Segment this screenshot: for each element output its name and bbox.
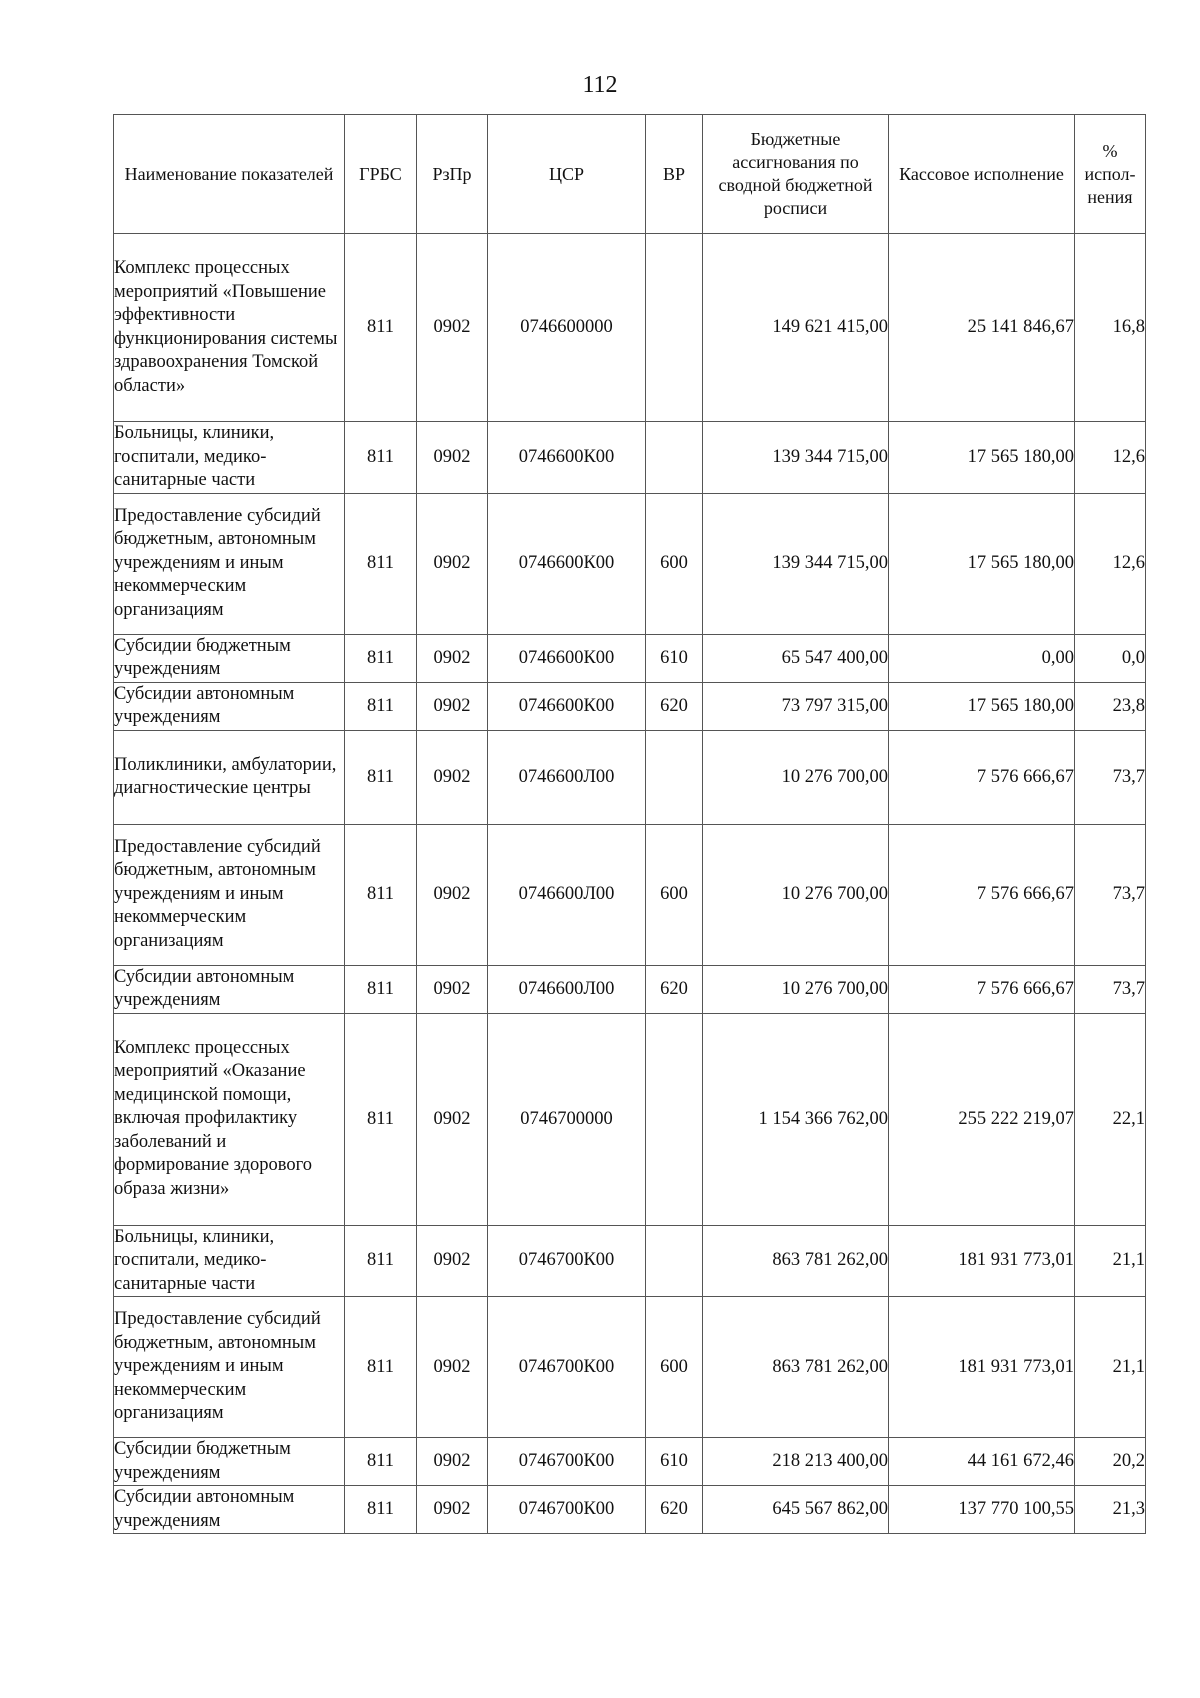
table-row <box>114 1297 1146 1438</box>
row-cash: 7 576 666,67 <box>889 824 1075 965</box>
row-csr: 0746700000 <box>488 1013 646 1225</box>
header-vr: ВР <box>646 115 703 234</box>
row-csr: 0746600К00 <box>488 422 646 494</box>
header-cash: Кассовое исполнение <box>889 115 1075 234</box>
table-row <box>114 634 1146 682</box>
row-grbs: 811 <box>345 1438 417 1486</box>
table-row <box>114 493 1146 634</box>
table-row <box>114 965 1146 1013</box>
table-row <box>114 824 1146 965</box>
row-name: Субсидии автономным учреждениям <box>114 965 345 1013</box>
row-csr: 0746600К00 <box>488 634 646 682</box>
row-budget: 139 344 715,00 <box>703 422 889 494</box>
page-number: 112 <box>582 72 618 98</box>
row-budget: 863 781 262,00 <box>703 1297 889 1438</box>
row-rzpr: 0902 <box>417 1438 488 1486</box>
row-grbs: 811 <box>345 730 417 824</box>
row-rzpr: 0902 <box>417 1486 488 1534</box>
row-percent: 12,6 <box>1075 493 1146 634</box>
row-grbs: 811 <box>345 493 417 634</box>
row-budget: 863 781 262,00 <box>703 1225 889 1297</box>
row-budget: 645 567 862,00 <box>703 1486 889 1534</box>
row-vr: 610 <box>646 1438 703 1486</box>
row-grbs: 811 <box>345 634 417 682</box>
row-rzpr: 0902 <box>417 493 488 634</box>
row-name: Больницы, клиники, госпитали, медико-санитарные части <box>114 422 345 494</box>
row-cash: 0,00 <box>889 634 1075 682</box>
row-name: Субсидии бюджетным учреждениям <box>114 634 345 682</box>
header-rzpr: РзПр <box>417 115 488 234</box>
header-name: Наименование показателей <box>114 115 345 234</box>
row-budget: 218 213 400,00 <box>703 1438 889 1486</box>
row-vr: 610 <box>646 634 703 682</box>
row-csr: 0746700К00 <box>488 1438 646 1486</box>
row-name: Предоставление субсидий бюджетным, автономным учреждениям и иным некоммерческим организациям <box>114 1297 345 1438</box>
row-rzpr: 0902 <box>417 234 488 422</box>
header-budget: Бюджетные ассигнования по сводной бюджетной росписи <box>703 115 889 234</box>
row-vr <box>646 730 703 824</box>
row-cash: 17 565 180,00 <box>889 493 1075 634</box>
row-cash: 17 565 180,00 <box>889 422 1075 494</box>
row-csr: 0746600Л00 <box>488 824 646 965</box>
budget-execution-table <box>113 114 1146 1534</box>
table-row <box>114 234 1146 422</box>
row-rzpr: 0902 <box>417 824 488 965</box>
row-cash: 7 576 666,67 <box>889 965 1075 1013</box>
row-budget: 10 276 700,00 <box>703 824 889 965</box>
table-row <box>114 1013 1146 1225</box>
table-row <box>114 1225 1146 1297</box>
row-vr: 600 <box>646 824 703 965</box>
table-row <box>114 682 1146 730</box>
row-percent: 22,1 <box>1075 1013 1146 1225</box>
row-cash: 181 931 773,01 <box>889 1225 1075 1297</box>
row-cash: 25 141 846,67 <box>889 234 1075 422</box>
header-grbs: ГРБС <box>345 115 417 234</box>
row-grbs: 811 <box>345 1225 417 1297</box>
row-budget: 10 276 700,00 <box>703 730 889 824</box>
row-budget: 149 621 415,00 <box>703 234 889 422</box>
row-name: Больницы, клиники, госпитали, медико-санитарные части <box>114 1225 345 1297</box>
table-row <box>114 422 1146 494</box>
row-percent: 16,8 <box>1075 234 1146 422</box>
row-csr: 0746600000 <box>488 234 646 422</box>
row-grbs: 811 <box>345 824 417 965</box>
row-name: Предоставление субсидий бюджетным, автономным учреждениям и иным некоммерческим организациям <box>114 824 345 965</box>
row-vr: 600 <box>646 493 703 634</box>
row-name: Субсидии бюджетным учреждениям <box>114 1438 345 1486</box>
table-row <box>114 1438 1146 1486</box>
row-percent: 21,1 <box>1075 1297 1146 1438</box>
row-cash: 181 931 773,01 <box>889 1297 1075 1438</box>
row-name: Комплекс процессных мероприятий «Оказание медицинской помощи, включая профилактику заболеваний и формирование здорового образа жизни» <box>114 1013 345 1225</box>
row-csr: 0746600К00 <box>488 682 646 730</box>
row-cash: 137 770 100,55 <box>889 1486 1075 1534</box>
row-csr: 0746600Л00 <box>488 730 646 824</box>
row-csr: 0746700К00 <box>488 1486 646 1534</box>
table-header-row <box>114 115 1146 234</box>
row-grbs: 811 <box>345 965 417 1013</box>
row-rzpr: 0902 <box>417 730 488 824</box>
row-name: Субсидии автономным учреждениям <box>114 682 345 730</box>
row-cash: 255 222 219,07 <box>889 1013 1075 1225</box>
row-vr: 620 <box>646 682 703 730</box>
row-percent: 73,7 <box>1075 730 1146 824</box>
row-grbs: 811 <box>345 234 417 422</box>
row-percent: 21,1 <box>1075 1225 1146 1297</box>
row-name: Предоставление субсидий бюджетным, автономным учреждениям и иным некоммерческим организациям <box>114 493 345 634</box>
header-percent: % испол-нения <box>1075 115 1146 234</box>
row-grbs: 811 <box>345 1013 417 1225</box>
row-name: Субсидии автономным учреждениям <box>114 1486 345 1534</box>
row-grbs: 811 <box>345 1486 417 1534</box>
row-csr: 0746600Л00 <box>488 965 646 1013</box>
row-budget: 1 154 366 762,00 <box>703 1013 889 1225</box>
row-budget: 139 344 715,00 <box>703 493 889 634</box>
row-rzpr: 0902 <box>417 965 488 1013</box>
row-vr <box>646 1225 703 1297</box>
row-cash: 44 161 672,46 <box>889 1438 1075 1486</box>
row-vr: 620 <box>646 965 703 1013</box>
row-vr <box>646 234 703 422</box>
row-percent: 73,7 <box>1075 965 1146 1013</box>
row-rzpr: 0902 <box>417 1297 488 1438</box>
table-body <box>114 234 1146 1534</box>
row-grbs: 811 <box>345 422 417 494</box>
row-percent: 12,6 <box>1075 422 1146 494</box>
row-vr <box>646 422 703 494</box>
row-rzpr: 0902 <box>417 1225 488 1297</box>
row-csr: 0746700К00 <box>488 1297 646 1438</box>
row-rzpr: 0902 <box>417 682 488 730</box>
row-percent: 0,0 <box>1075 634 1146 682</box>
row-vr: 600 <box>646 1297 703 1438</box>
row-percent: 21,3 <box>1075 1486 1146 1534</box>
row-grbs: 811 <box>345 1297 417 1438</box>
row-budget: 73 797 315,00 <box>703 682 889 730</box>
row-cash: 17 565 180,00 <box>889 682 1075 730</box>
row-name: Поликлиники, амбулатории, диагностические центры <box>114 730 345 824</box>
header-csr: ЦСР <box>488 115 646 234</box>
row-vr: 620 <box>646 1486 703 1534</box>
row-name: Комплекс процессных мероприятий «Повышение эффективности функционирования системы здравоохранения Томской области» <box>114 234 345 422</box>
row-percent: 73,7 <box>1075 824 1146 965</box>
row-percent: 23,8 <box>1075 682 1146 730</box>
row-rzpr: 0902 <box>417 634 488 682</box>
table-row <box>114 730 1146 824</box>
row-csr: 0746700К00 <box>488 1225 646 1297</box>
row-budget: 10 276 700,00 <box>703 965 889 1013</box>
table-row <box>114 1486 1146 1534</box>
row-vr <box>646 1013 703 1225</box>
row-budget: 65 547 400,00 <box>703 634 889 682</box>
row-percent: 20,2 <box>1075 1438 1146 1486</box>
row-csr: 0746600К00 <box>488 493 646 634</box>
row-rzpr: 0902 <box>417 422 488 494</box>
row-grbs: 811 <box>345 682 417 730</box>
row-cash: 7 576 666,67 <box>889 730 1075 824</box>
row-rzpr: 0902 <box>417 1013 488 1225</box>
